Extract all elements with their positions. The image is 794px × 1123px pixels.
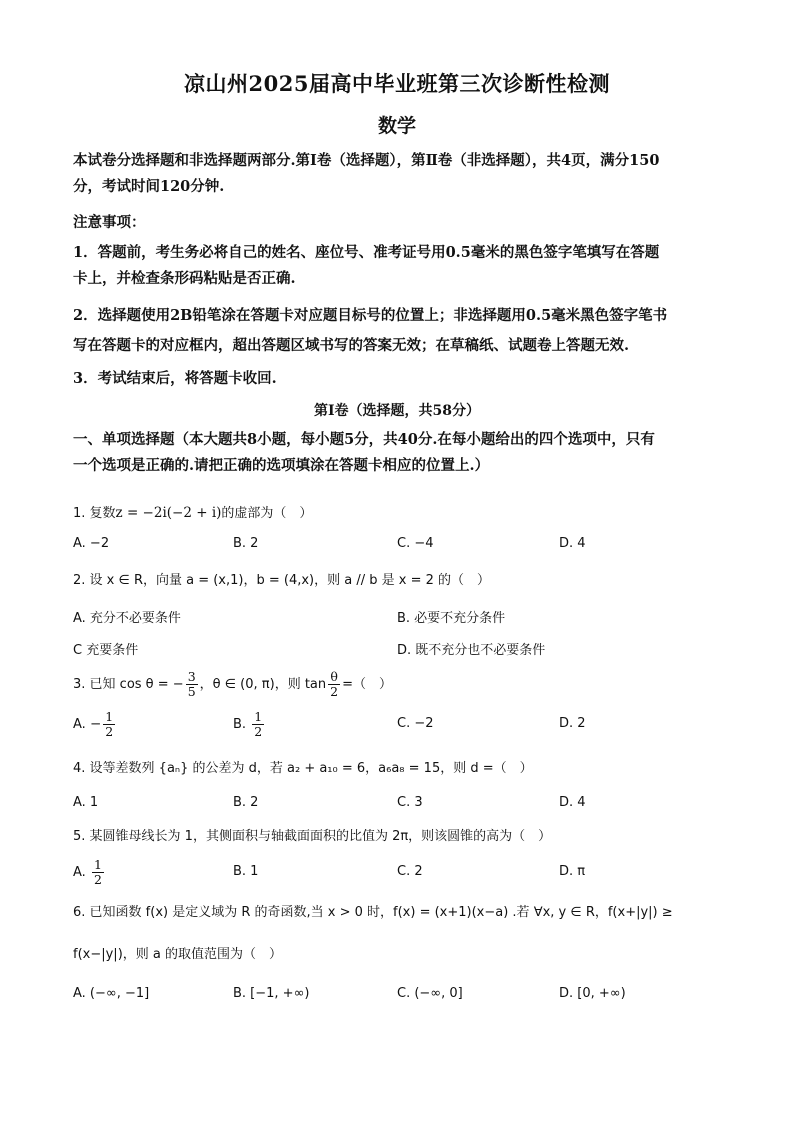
option-d[interactable]: D. 4 <box>559 795 586 810</box>
option-a[interactable]: A. −2 <box>73 536 110 551</box>
intro-line-2: 分，考试时间120分钟. <box>73 178 225 195</box>
option-b[interactable]: B. 2 <box>233 536 259 551</box>
option-d[interactable]: D. π <box>559 864 586 879</box>
fraction-denominator: 2 <box>105 724 114 739</box>
note-line: 2．选择题使用2B铅笔涂在答题卡对应题目标号的位置上；非选择题用0.5毫米黑色签字笔书 <box>73 307 668 324</box>
fraction <box>186 670 198 699</box>
option-c[interactable]: C. 2 <box>397 864 423 879</box>
q3-mid: ，θ ∈ (0, π)，则 tan <box>199 677 327 692</box>
fraction <box>328 670 340 699</box>
fraction <box>252 710 264 739</box>
minus-sign: − <box>89 716 102 732</box>
fraction-denominator: 2 <box>254 724 263 739</box>
exam-subject: 数学 <box>377 115 416 137</box>
question-6-stem-line-1: 6. 已知函数 f(x) 是定义域为 R 的奇函数,当 x > 0 时，f(x) = (x+1)(x−a) .若 ∀x, y ∈ R，f(x+|y|) ≥ <box>73 905 673 920</box>
question-2-stem: 2. 设 x ∈ R，向量 a = (x,1)，b = (4,x)，则 a // b 是 x = 2 的（ ） <box>73 573 491 588</box>
option-b[interactable]: B. [−1, +∞) <box>233 986 310 1001</box>
option-b[interactable]: B. 必要不充分条件 <box>397 611 506 626</box>
option-label: A. <box>73 865 86 880</box>
notes-title: 注意事项： <box>73 214 146 231</box>
q1-post: 的虚部为（ ） <box>221 506 313 521</box>
option-c[interactable]: C. −2 <box>397 716 434 731</box>
q1-math: z = −2i(−2 + i) <box>115 505 222 521</box>
fraction <box>103 710 115 739</box>
option-a[interactable] <box>73 858 106 887</box>
option-a[interactable]: A. 充分不必要条件 <box>73 611 181 626</box>
note-line: 1．答题前，考生务必将自己的姓名、座位号、准考证号用0.5毫米的黑色签字笔填写在答题 <box>73 244 660 261</box>
fraction-numerator: 1 <box>93 857 102 872</box>
fraction-numerator: 3 <box>187 669 196 684</box>
option-c[interactable]: C. (−∞, 0] <box>397 986 463 1001</box>
question-5-stem: 5. 某圆锥母线长为 1，其侧面积与轴截面面积的比值为 2π，则该圆锥的高为（ ） <box>73 829 552 844</box>
question-4-stem: 4. 设等差数列 {aₙ} 的公差为 d，若 a₂ + a₁₀ = 6，a₆a₈ = 15，则 d =（ ） <box>73 761 533 776</box>
question-3-options <box>73 710 753 744</box>
question-6-options <box>73 986 753 1008</box>
fraction-numerator: 1 <box>105 709 114 724</box>
question-6-stem-line-2: f(x−|y|)，则 a 的取值范围为（ ） <box>73 947 282 962</box>
option-c[interactable]: C. 3 <box>397 795 423 810</box>
q3-pre: 3. 已知 cos θ = − <box>73 677 184 692</box>
note-line: 写在答题卡的对应框内，超出答题区域书写的答案无效；在草稿纸、试题卷上答题无效. <box>73 337 630 354</box>
question-5-options <box>73 858 753 892</box>
option-d[interactable]: D. 4 <box>559 536 586 551</box>
fraction-denominator: 5 <box>187 684 196 699</box>
option-a[interactable]: A. (−∞, −1] <box>73 986 150 1001</box>
option-c[interactable]: C 充要条件 <box>73 643 139 658</box>
option-a[interactable] <box>73 710 117 739</box>
option-b[interactable] <box>233 710 266 739</box>
fraction-numerator: θ <box>328 670 340 685</box>
option-label: B. <box>233 717 247 732</box>
intro-line-1: 本试卷分选择题和非选择题两部分.第Ⅰ卷（选择题），第Ⅱ卷（非选择题），共4页，满分150 <box>73 152 660 169</box>
fraction <box>92 858 104 887</box>
exam-intro <box>73 148 733 200</box>
option-d[interactable]: D. 2 <box>559 716 586 731</box>
fraction-denominator: 2 <box>93 872 102 887</box>
fraction-denominator: 2 <box>330 684 339 699</box>
option-b[interactable]: B. 2 <box>233 795 259 810</box>
option-a[interactable]: A. 1 <box>73 795 99 810</box>
option-b[interactable]: B. 1 <box>233 864 259 879</box>
question-2-options-row-2 <box>73 639 753 661</box>
fraction-numerator: 1 <box>254 709 263 724</box>
exam-title: 凉山州2025届高中毕业班第三次诊断性检测 <box>184 71 610 96</box>
section-desc-line-2: 一个选项是正确的.请把正确的选项填涂在答题卡相应的位置上.） <box>73 457 490 474</box>
section-title: 第Ⅰ卷（选择题，共58分） <box>313 403 481 419</box>
option-d[interactable]: D. [0, +∞) <box>559 986 626 1001</box>
option-c[interactable]: C. −4 <box>397 536 434 551</box>
note-line: 3．考试结束后，将答题卡收回. <box>73 370 277 387</box>
section-desc-line-1: 一、单项选择题（本大题共8小题，每小题5分，共40分.在每小题给出的四个选项中，只有 <box>73 431 655 448</box>
section-description <box>73 427 733 479</box>
q1-pre: 1. 复数 <box>73 506 116 521</box>
question-1-options <box>73 536 753 558</box>
option-d[interactable]: D. 既不充分也不必要条件 <box>397 643 546 658</box>
question-4-options <box>73 795 753 817</box>
note-line: 卡上，并检查条形码粘贴是否正确. <box>73 270 296 287</box>
option-label: A. <box>73 717 86 732</box>
q3-post: =（ ） <box>342 677 392 692</box>
question-1-stem <box>73 502 743 525</box>
question-2-options-row-1 <box>73 607 753 629</box>
question-3-stem <box>73 670 743 699</box>
